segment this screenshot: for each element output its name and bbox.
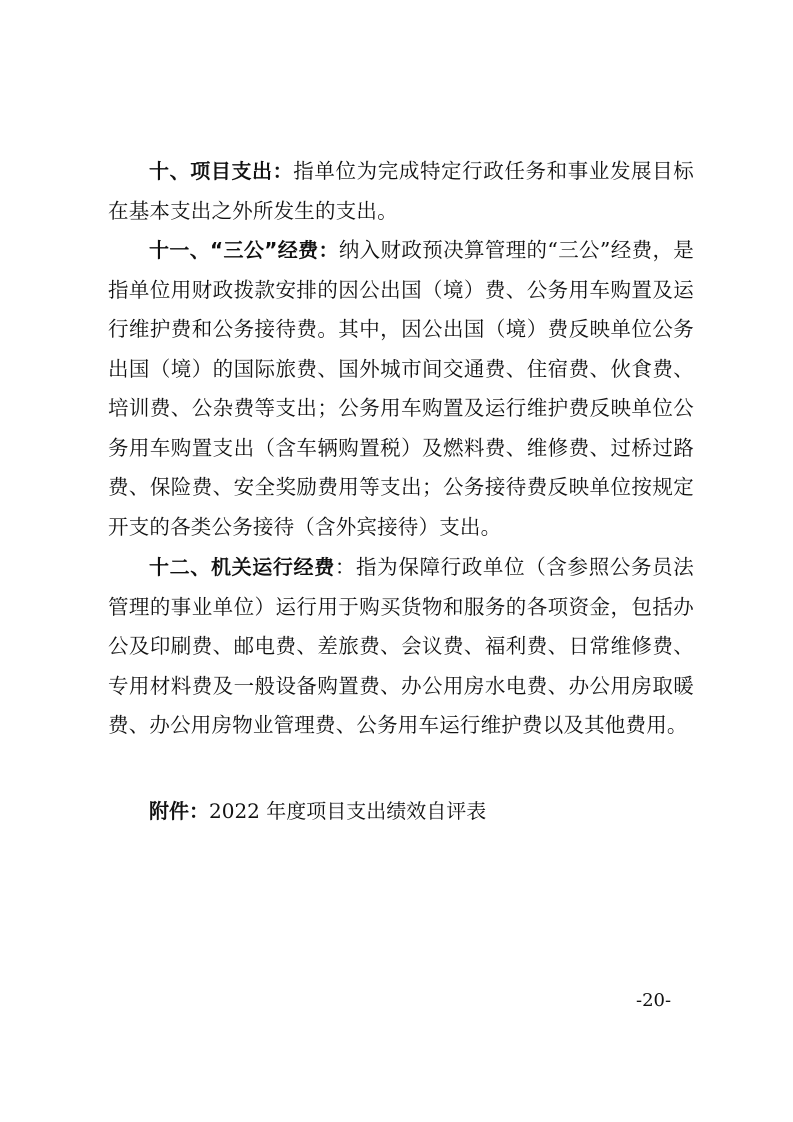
paragraph-heading: 十、项目支出： (149, 159, 294, 183)
paragraph-agency-operating-expenses (108, 548, 694, 746)
page-number: -20- (636, 990, 672, 1011)
paragraph-body: 指单位为完成特定行政任务和事业发展目标在基本支出之外所发生的支出。 (108, 159, 694, 223)
paragraph-body: ：指为保障行政单位（含参照公务员法管理的事业单位）运行用于购买货物和服务的各项资金，包括办公及印刷费、邮电费、差旅费、会议费、福利费、日常维修费、专用材料费及一般设备购置费、办公用房水电费、办公用房取暖费、办公用房物业管理费、公务用车运行维护费以及其他费用。 (108, 555, 694, 737)
paragraph-project-expenditure (108, 152, 694, 231)
attachment-title: 2022 年度项目支出绩效自评表 (209, 799, 487, 823)
paragraph-heading: 十二、机关运行经费 (149, 555, 335, 579)
attachment-label: 附件： (149, 799, 209, 823)
paragraph-body: 纳入财政预决算管理的“三公”经费，是指单位用财政拨款安排的因公出国（境）费、公务用车购置及运行维护费和公务接待费。其中，因公出国（境）费反映单位公务出国（境）的国际旅费、国外城市间交通费、住宿费、伙食费、培训费、公杂费等支出；公务用车购置及运行维护费反映单位公务用车购置支出（含车辆购置税）及燃料费、维修费、过桥过路费、保险费、安全奖励费用等支出；公务接待费反映单位按规定开支的各类公务接待（含外宾接待）支出。 (108, 238, 694, 539)
paragraph-heading: 十一、“三公”经费： (149, 238, 339, 262)
attachment-line (149, 792, 486, 831)
paragraph-three-public-expenses (108, 231, 694, 547)
